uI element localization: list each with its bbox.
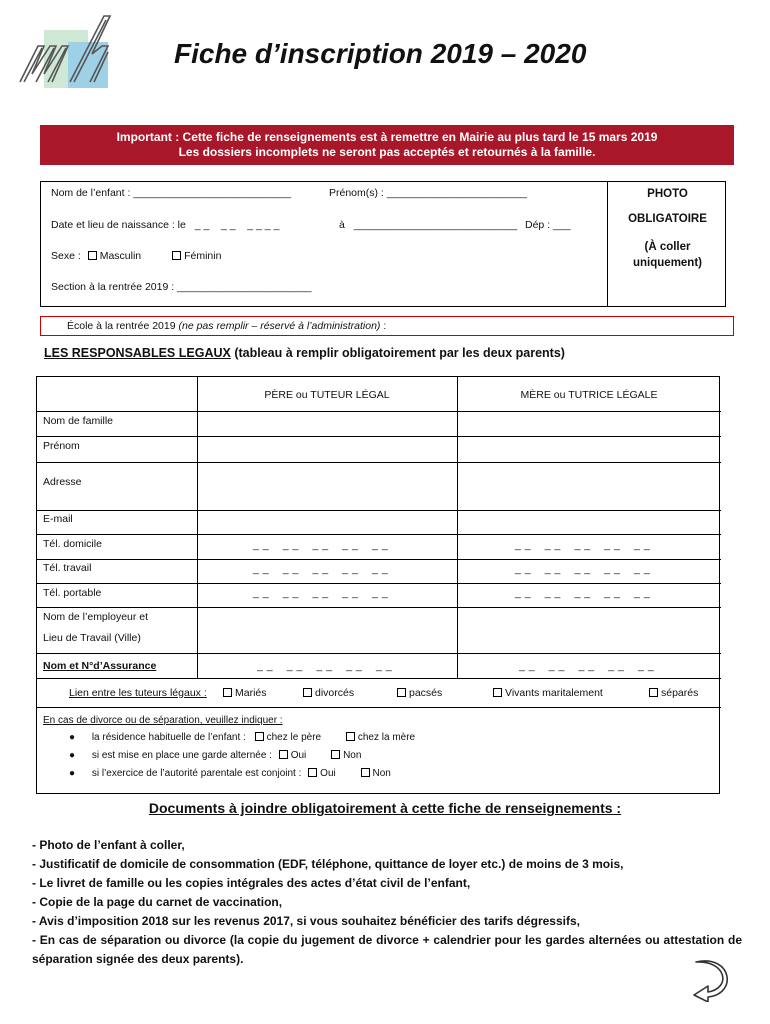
mother-tel-portable-field[interactable]: _ _ _ _ _ _ _ _ _ _ — [515, 587, 651, 599]
birthplace-field[interactable]: ____________________________ — [353, 219, 518, 231]
curved-arrow-icon — [686, 958, 734, 1002]
page-title: Fiche d’inscription 2019 – 2020 — [174, 38, 587, 69]
birth-row — [51, 219, 279, 231]
autorite-oui-label: Oui — [320, 768, 336, 779]
school-admin-box — [40, 316, 734, 336]
document-item: - Le livret de famille ou les copies intégrales des actes d’état civil de l’enfant, — [32, 876, 471, 890]
child-name-label: Nom de l’enfant : — [51, 187, 131, 199]
divorce-bullet-1 — [69, 732, 415, 743]
garde-oui-checkbox[interactable] — [279, 750, 288, 759]
banner-line-1: Important : Cette fiche de renseignements est à remettre en Mairie au plus tard le 15 mars 2019 — [116, 130, 658, 144]
row-label-assurance: Nom et N°d’Assurance — [43, 660, 157, 672]
row-label-tel-domicile: Tél. domicile — [43, 538, 102, 550]
garde-non-checkbox[interactable] — [331, 750, 340, 759]
photo-line-2: OBLIGATOIRE — [628, 213, 707, 225]
checkbox-icon[interactable] — [493, 688, 502, 697]
child-name-field[interactable]: ___________________________ — [133, 187, 291, 199]
responsables-subheading: (tableau à remplir obligatoirement par les deux parents) — [230, 346, 565, 360]
mother-assurance-field[interactable]: _ _ _ _ _ _ _ _ _ _ — [519, 660, 655, 672]
documents-heading: Documents à joindre obligatoirement à cette fiche de renseignements : — [148, 800, 622, 816]
mother-tel-travail-field[interactable]: _ _ _ _ _ _ _ _ _ _ — [515, 563, 651, 575]
lien-option-label: Vivants maritalement — [505, 687, 603, 699]
bullet-icon: ● — [69, 732, 76, 743]
birth-label: Date et lieu de naissance : le — [51, 219, 186, 231]
section-field[interactable]: _______________________ — [177, 281, 312, 293]
female-checkbox[interactable] — [172, 251, 181, 260]
autorite-non-checkbox[interactable] — [361, 768, 370, 777]
photo-line-3: (À coller — [644, 241, 691, 253]
col-mother-header: MÈRE ou TUTRICE LÉGALE — [520, 389, 658, 401]
lien-label: Lien entre les tuteurs légaux : — [69, 687, 207, 699]
chez-pere-label: chez le père — [266, 732, 322, 743]
checkbox-icon[interactable] — [223, 688, 232, 697]
row-label-tel-portable: Tél. portable — [43, 587, 102, 599]
father-tel-domicile-field[interactable]: _ _ _ _ _ _ _ _ _ _ — [253, 539, 389, 551]
row-label-email: E-mail — [43, 513, 73, 525]
divorce-b2-label: si est mise en place une garde alternée : — [91, 750, 272, 761]
lien-option-label: Mariés — [235, 687, 267, 699]
school-suffix: : — [380, 320, 387, 332]
lien-option-label: pacsés — [409, 687, 443, 699]
divorce-bullet-2 — [69, 750, 361, 761]
responsables-heading: LES RESPONSABLES LEGAUX — [44, 346, 231, 360]
section-label: Section à la rentrée 2019 : — [51, 281, 175, 293]
checkbox-icon[interactable] — [303, 688, 312, 697]
autorite-non-label: Non — [372, 768, 391, 779]
chez-mere-label: chez la mère — [357, 732, 416, 743]
document-item: - Photo de l’enfant à coller, — [32, 838, 185, 852]
lien-option-label: divorcés — [315, 687, 355, 699]
document-item: - Justificatif de domicile de consommation (EDF, téléphone, quittance de loyer etc.) de moins de 3 mois, — [32, 857, 624, 871]
lien-option-vivants[interactable] — [493, 687, 603, 699]
dep-field[interactable]: Dép : ___ — [525, 219, 571, 231]
sex-label: Sexe : — [51, 250, 81, 262]
section-heading-responsables — [44, 346, 565, 360]
bullet-icon: ● — [69, 750, 76, 761]
checkbox-icon[interactable] — [397, 688, 406, 697]
row-label-prenom: Prénom — [43, 440, 80, 452]
school-note: (ne pas remplir – réservé à l’administration) — [178, 320, 381, 332]
father-assurance-field[interactable]: _ _ _ _ _ _ _ _ _ _ — [257, 660, 393, 672]
chez-pere-checkbox[interactable] — [255, 732, 264, 741]
document-item: - En cas de séparation ou divorce (la copie du jugement de divorce + calendrier pour les gardes alternées ou attestation de séparation signée des deux parents). — [32, 933, 742, 966]
bullet-icon: ● — [69, 768, 76, 779]
document-item: - Copie de la page du carnet de vaccination, — [32, 895, 283, 909]
father-tel-portable-field[interactable]: _ _ _ _ _ _ _ _ _ _ — [253, 587, 389, 599]
child-firstname-label: Prénom(s) : — [329, 187, 384, 199]
child-info-box — [40, 181, 726, 307]
divorce-bullet-3 — [69, 768, 391, 779]
child-firstname-field[interactable]: ________________________ — [386, 187, 527, 199]
garde-non-label: Non — [343, 750, 362, 761]
male-checkbox[interactable] — [88, 251, 97, 260]
row-label-employeur-2: Lieu de Travail (Ville) — [43, 632, 141, 644]
mother-tel-domicile-field[interactable]: _ _ _ _ _ _ _ _ _ _ — [515, 539, 651, 551]
male-label: Masculin — [99, 250, 142, 262]
child-firstname-row — [329, 187, 527, 199]
section-row — [51, 281, 311, 293]
lien-option-label: séparés — [661, 687, 699, 699]
photo-box — [607, 181, 727, 307]
row-label-employeur-1: Nom de l’employeur et — [43, 611, 149, 623]
document-item: - Avis d’imposition 2018 sur les revenus 2017, si vous souhaitez bénéficier des tarifs dégressifs, — [32, 914, 580, 928]
divorce-b3-label: si l’exercice de l’autorité parentale est conjoint : — [91, 768, 302, 779]
photo-line-4: uniquement) — [633, 257, 702, 269]
school-label: École à la rentrée 2019 — [67, 320, 176, 332]
checkbox-icon[interactable] — [649, 688, 658, 697]
row-label-tel-travail: Tél. travail — [43, 562, 92, 574]
female-label: Féminin — [184, 250, 222, 262]
banner-line-2: Les dossiers incomplets ne seront pas acceptés et retournés à la famille. — [178, 145, 596, 159]
divorce-b1-label: la résidence habituelle de l’enfant : — [91, 732, 246, 743]
child-name-row — [51, 187, 291, 199]
guardians-table — [36, 376, 720, 794]
lien-option-maries[interactable] — [223, 687, 267, 699]
lien-option-divorces[interactable] — [303, 687, 354, 699]
autorite-oui-checkbox[interactable] — [308, 768, 317, 777]
chez-mere-checkbox[interactable] — [346, 732, 355, 741]
father-tel-travail-field[interactable]: _ _ _ _ _ _ _ _ _ _ — [253, 563, 389, 575]
row-label-adresse: Adresse — [43, 476, 82, 488]
garde-oui-label: Oui — [290, 750, 307, 761]
photo-line-1: PHOTO — [647, 188, 688, 200]
birthplace-row — [339, 219, 517, 231]
row-label-nom: Nom de famille — [43, 415, 114, 427]
lien-option-pacses[interactable] — [397, 687, 442, 699]
col-father-header: PÈRE ou TUTEUR LÉGAL — [264, 389, 390, 401]
mh-logo — [16, 12, 116, 92]
at-label: à — [339, 219, 345, 231]
lien-option-separes[interactable] — [649, 687, 698, 699]
divorce-intro: En cas de divorce ou de séparation, veuillez indiquer : — [43, 715, 283, 726]
documents-list — [32, 836, 742, 969]
important-banner — [40, 125, 734, 165]
sex-row — [51, 250, 221, 262]
birth-date-field[interactable]: _ _ _ _ _ _ _ _ — [194, 219, 280, 231]
